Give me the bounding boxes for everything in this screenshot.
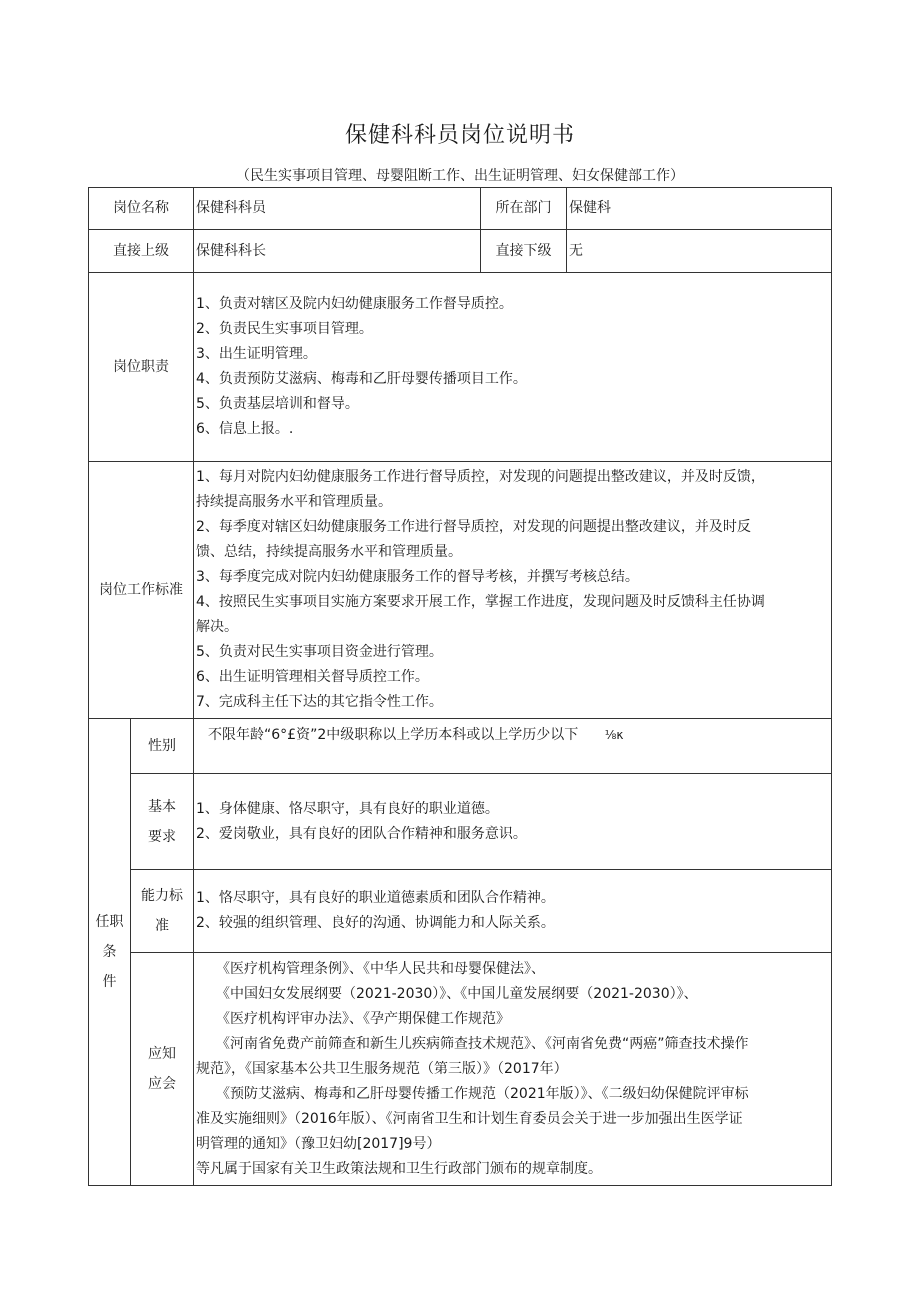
basic-requirement-item: 1、身体健康、恪尽职守，具有良好的职业道德。 (196, 800, 499, 817)
standard-line: 2、每季度对辖区妇幼健康服务工作进行督导质控，对发现的问题提出整改建议，并及时反 (196, 519, 751, 535)
knowledge-line: 规范》，《国家基本公共卫生服务规范（第三版）》（2017年） (196, 1060, 568, 1077)
ability-item: 2、较强的组织管理、良好的沟通、协调能力和人际关系。 (196, 915, 555, 931)
qualifications-label-line: 条 (102, 944, 117, 960)
knowledge-line: 准及实施细则》（2016年版）、《河南省卫生和计划生育委员会关于进一步加强出生医学证 (196, 1110, 743, 1127)
basic-requirement-item: 2、爱岗敬业，具有良好的团队合作精神和服务意识。 (196, 825, 527, 842)
value-direct-subordinate: 无 (567, 230, 832, 273)
standard-line: 7、完成科主任下达的其它指令性工作。 (196, 694, 443, 710)
gender-suffix: ⅛κ (604, 728, 624, 742)
value-gender (194, 719, 832, 774)
ability-item: 1、恪尽职守，具有良好的职业道德素质和团队合作精神。 (196, 890, 555, 906)
job-description-table (88, 187, 832, 1186)
label-gender: 性别 (131, 719, 194, 774)
standard-line: 馈、总结，持续提高服务水平和管理质量。 (196, 544, 462, 560)
knowledge-line: 《医疗机构管理条例》、《中华人民共和母婴保健法》、 (216, 960, 545, 977)
label-position-name: 岗位名称 (89, 188, 194, 230)
row-reporting (89, 230, 832, 273)
standard-line: 3、每季度完成对院内妇幼健康服务工作的督导考核，并撰写考核总结。 (196, 569, 639, 585)
standard-line: 解决。 (196, 619, 238, 635)
label-qualifications (89, 719, 131, 1186)
label-duties: 岗位职责 (89, 273, 194, 462)
standard-line: 4、按照民生实事项目实施方案要求开展工作，掌握工作进度，发现问题及时反馈科主任协调 (196, 594, 765, 610)
duty-item: 1、负责对辖区及院内妇幼健康服务工作督导质控。 (196, 296, 513, 312)
knowledge-line: 《医疗机构评审办法》、《孕产期保健工作规范》 (216, 1010, 510, 1027)
value-direct-superior: 保健科科长 (194, 230, 481, 273)
label-ability-standard (131, 870, 194, 953)
standard-line: 持续提高服务水平和管理质量。 (196, 494, 392, 510)
required-knowledge-list (194, 953, 832, 1186)
knowledge-line: 明管理的通知》（豫卫妇幼[2017]9号） (196, 1135, 441, 1152)
value-department: 保健科 (567, 188, 832, 230)
standards-list (194, 462, 832, 719)
label-direct-superior: 直接上级 (89, 230, 194, 273)
row-basic-requirements (89, 774, 832, 870)
basic-label-line: 要求 (148, 828, 176, 845)
duty-item: 2、负责民生实事项目管理。 (196, 321, 373, 337)
basic-requirements-list (194, 774, 832, 870)
standard-line: 5、负责对民生实事项目资金进行管理。 (196, 644, 443, 660)
row-ability-standard (89, 870, 832, 953)
duties-list (194, 273, 832, 462)
label-work-standards: 岗位工作标准 (89, 462, 194, 719)
ability-label-line: 准 (155, 918, 169, 934)
row-position-name (89, 188, 832, 230)
knowledge-line: 等凡属于国家有关卫生政策法规和卫生行政部门颁布的规章制度。 (196, 1160, 602, 1177)
standard-line: 6、出生证明管理相关督导质控工作。 (196, 669, 429, 685)
page-subtitle: （民生实事项目管理、母婴阻断工作、出生证明管理、妇女保健部工作） (236, 168, 684, 184)
row-gender (89, 719, 832, 774)
knowledge-line: 《河南省免费产前筛查和新生儿疾病筛查技术规范》、《河南省免费“两癌”筛查技术操作 (216, 1035, 749, 1052)
knowledge-label-line: 应会 (148, 1076, 176, 1092)
page-title: 保健科科员岗位说明书 (344, 123, 575, 148)
knowledge-line: 《中国妇女发展纲要（2021-2030）》、《中国儿童发展纲要（2021-2030）》、 (216, 985, 698, 1002)
label-department: 所在部门 (481, 188, 567, 230)
label-direct-subordinate: 直接下级 (481, 230, 567, 273)
basic-label-line: 基本 (148, 798, 176, 815)
duty-item: 6、信息上报。. (196, 421, 294, 437)
ability-standard-list (194, 870, 832, 953)
row-work-standards (89, 462, 832, 719)
duty-item: 5、负责基层培训和督导。 (196, 396, 359, 412)
standard-line: 1、每月对院内妇幼健康服务工作进行督导质控，对发现的问题提出整改建议，并及时反馈， (196, 469, 765, 485)
qualifications-label-line: 任职 (95, 914, 124, 930)
knowledge-line: 《预防艾滋病、梅毒和乙肝母婴传播工作规范（2021年版）》、《二级妇幼保健院评审标 (216, 1085, 749, 1102)
row-required-knowledge (89, 953, 832, 1186)
row-duties (89, 273, 832, 462)
qualifications-label-line: 件 (102, 974, 117, 990)
duty-item: 3、出生证明管理。 (196, 346, 317, 362)
knowledge-label-line: 应知 (148, 1046, 176, 1062)
ability-label-line: 能力标 (141, 888, 183, 904)
gender-requirements: 不限年龄“6°£资”2中级职称以上学历本科或以上学历少以下 (208, 727, 579, 743)
label-required-knowledge (131, 953, 194, 1186)
value-position-name: 保健科科员 (194, 188, 481, 230)
duty-item: 4、负责预防艾滋病、梅毒和乙肝母婴传播项目工作。 (196, 371, 527, 387)
label-basic-requirements (131, 774, 194, 870)
